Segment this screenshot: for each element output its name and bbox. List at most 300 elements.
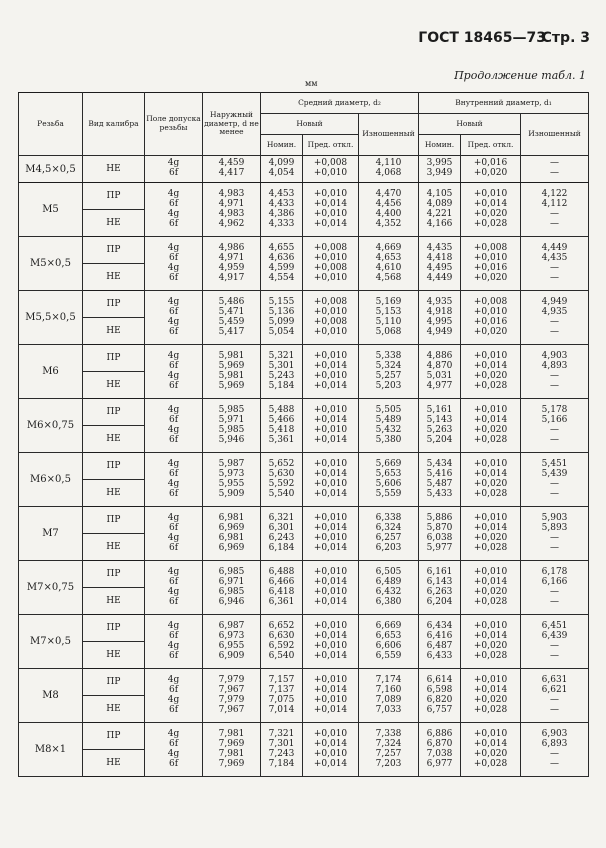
mean-limit-dev-value: +0,010 <box>313 620 348 631</box>
mean-worn-cell <box>359 507 419 561</box>
mean-nominal-cell <box>261 345 303 399</box>
mean-worn-value: 5,559 <box>375 488 402 499</box>
mean-worn-value: 6,338 <box>375 512 402 523</box>
inner-nominal-cell <box>419 453 461 507</box>
mean-limit-dev-value: +0,008 <box>313 158 348 168</box>
inner-limit-dev-value: +0,028 <box>473 218 508 229</box>
inner-limit-dev-cell <box>461 615 521 669</box>
mean-nominal-cell <box>261 237 303 291</box>
mean-worn-cell <box>359 345 419 399</box>
col-mean-worn: Изношенный <box>359 114 419 156</box>
col-inner-new: Новый <box>419 114 521 135</box>
inner-worn-cell <box>521 156 589 183</box>
gauge-type-cell: НЕ <box>83 534 145 561</box>
outer-diameter-value: 5,971 <box>218 414 245 425</box>
inner-limit-dev-value: +0,020 <box>473 208 508 219</box>
outer-diameter-cell <box>203 723 261 777</box>
tolerance-field-value: 6f <box>168 488 179 499</box>
table-row <box>19 399 589 426</box>
gauge-type-cell: НЕ <box>83 318 145 345</box>
inner-nominal-value: 5,263 <box>426 424 453 435</box>
inner-limit-dev-value: +0,010 <box>473 674 508 685</box>
inner-limit-dev-value: +0,020 <box>473 640 508 651</box>
mean-nominal-value: 7,014 <box>268 704 295 715</box>
tolerance-field-value: 4g <box>167 728 180 739</box>
outer-diameter-value: 7,969 <box>218 758 245 769</box>
tolerance-field-cell <box>145 291 203 345</box>
inner-nominal-value: 6,977 <box>426 758 453 769</box>
tolerance-field-cell <box>145 345 203 399</box>
inner-worn-value: — <box>550 758 560 769</box>
gauge-type-cell: ПР <box>83 723 145 750</box>
mean-worn-value: 6,669 <box>375 620 402 631</box>
inner-worn-cell <box>521 561 589 615</box>
tolerance-field-value: 6f <box>168 360 179 371</box>
inner-worn-value: — <box>550 380 560 391</box>
mean-worn-value: 7,174 <box>375 674 402 685</box>
outer-diameter-cell <box>203 453 261 507</box>
mean-limit-dev-value: +0,014 <box>313 758 348 769</box>
inner-nominal-value: 6,757 <box>426 704 453 715</box>
inner-limit-dev-value: +0,020 <box>473 272 508 283</box>
inner-limit-dev-value: +0,016 <box>473 158 508 168</box>
outer-diameter-value: 4,986 <box>218 242 245 253</box>
col-inner-limit-dev: Пред. откл. <box>461 135 521 156</box>
mean-limit-dev-cell <box>303 183 359 237</box>
tolerance-field-cell <box>145 237 203 291</box>
outer-diameter-value: 4,417 <box>218 168 245 178</box>
inner-nominal-value: 4,918 <box>426 306 453 317</box>
gauge-type-cell: ПР <box>83 291 145 318</box>
inner-worn-value: 5,439 <box>541 468 568 479</box>
tolerance-field-value: 4g <box>167 404 180 415</box>
gauge-type-cell: НЕ <box>83 750 145 777</box>
mean-worn-value: 6,324 <box>375 522 402 533</box>
inner-limit-dev-value: +0,028 <box>473 434 508 445</box>
mean-worn-value: 5,153 <box>375 306 402 317</box>
mean-nominal-value: 7,301 <box>268 738 295 749</box>
mean-worn-cell <box>359 561 419 615</box>
mean-worn-value: 6,606 <box>375 640 402 651</box>
tolerance-field-value: 6f <box>168 704 179 715</box>
inner-nominal-cell <box>419 156 461 183</box>
mean-limit-dev-value: +0,010 <box>313 478 348 489</box>
tolerance-field-value: 6f <box>168 306 179 317</box>
mean-worn-value: 5,653 <box>375 468 402 479</box>
inner-nominal-value: 5,204 <box>426 434 453 445</box>
outer-diameter-value: 4,971 <box>218 198 245 209</box>
inner-nominal-value: 4,435 <box>426 242 453 253</box>
inner-nominal-value: 4,886 <box>426 350 453 361</box>
inner-worn-value: 4,112 <box>541 198 568 209</box>
inner-worn-value: 6,166 <box>541 576 568 587</box>
mean-worn-value: 4,068 <box>375 168 402 178</box>
mean-nominal-value: 4,599 <box>268 262 295 273</box>
gauge-type-cell: НЕ <box>83 210 145 237</box>
mean-worn-value: 5,324 <box>375 360 402 371</box>
mean-limit-dev-value: +0,010 <box>313 188 348 199</box>
inner-nominal-value: 5,416 <box>426 468 453 479</box>
thread-cell: M5,5×0,5 <box>19 291 83 345</box>
inner-nominal-value: 5,487 <box>426 478 453 489</box>
mean-nominal-value: 4,099 <box>268 158 295 168</box>
inner-limit-dev-value: +0,020 <box>473 478 508 489</box>
inner-limit-dev-value: +0,028 <box>473 704 508 715</box>
tolerance-field-value: 6f <box>168 380 179 391</box>
tolerance-field-value: 4g <box>167 532 180 543</box>
tolerance-field-cell <box>145 453 203 507</box>
inner-limit-dev-value: +0,016 <box>473 316 508 327</box>
table-row <box>19 507 589 534</box>
tolerance-field-cell <box>145 156 203 183</box>
mean-nominal-cell <box>261 291 303 345</box>
inner-worn-value: — <box>550 316 560 327</box>
mean-limit-dev-value: +0,014 <box>313 738 348 749</box>
tolerance-field-value: 6f <box>168 630 179 641</box>
inner-nominal-value: 6,487 <box>426 640 453 651</box>
gauge-dimensions-table <box>18 92 589 777</box>
inner-worn-value: 4,449 <box>541 242 568 253</box>
outer-diameter-cell <box>203 156 261 183</box>
inner-limit-dev-value: +0,020 <box>473 326 508 337</box>
mean-limit-dev-value: +0,010 <box>313 586 348 597</box>
outer-diameter-value: 5,417 <box>218 326 245 337</box>
inner-worn-value: 6,903 <box>541 728 568 739</box>
inner-limit-dev-cell <box>461 453 521 507</box>
inner-limit-dev-cell <box>461 507 521 561</box>
inner-limit-dev-value: +0,020 <box>473 424 508 435</box>
inner-worn-value: 4,949 <box>541 296 568 307</box>
inner-limit-dev-value: +0,010 <box>473 252 508 263</box>
tolerance-field-value: 6f <box>168 684 179 695</box>
inner-worn-value: — <box>550 586 560 597</box>
inner-worn-value: 6,439 <box>541 630 568 641</box>
inner-worn-value: — <box>550 424 560 435</box>
outer-diameter-value: 5,946 <box>218 434 245 445</box>
inner-nominal-value: 4,870 <box>426 360 453 371</box>
thread-cell: M7×0,75 <box>19 561 83 615</box>
outer-diameter-value: 5,985 <box>218 404 245 415</box>
tolerance-field-value: 6f <box>168 326 179 337</box>
mean-nominal-value: 5,301 <box>268 360 295 371</box>
mean-limit-dev-value: +0,014 <box>313 576 348 587</box>
mean-worn-cell <box>359 723 419 777</box>
mean-worn-value: 4,456 <box>375 198 402 209</box>
mean-limit-dev-cell <box>303 291 359 345</box>
outer-diameter-value: 6,946 <box>218 596 245 607</box>
inner-limit-dev-value: +0,010 <box>473 350 508 361</box>
tolerance-field-value: 4g <box>167 512 180 523</box>
inner-worn-value: — <box>550 704 560 715</box>
tolerance-field-value: 6f <box>168 468 179 479</box>
gauge-type-cell: НЕ <box>83 696 145 723</box>
inner-limit-dev-value: +0,010 <box>473 728 508 739</box>
mean-worn-value: 5,432 <box>375 424 402 435</box>
mean-worn-cell <box>359 615 419 669</box>
mean-limit-dev-value: +0,010 <box>313 694 348 705</box>
inner-nominal-value: 6,416 <box>426 630 453 641</box>
mean-nominal-value: 5,099 <box>268 316 295 327</box>
inner-worn-value: 5,166 <box>541 414 568 425</box>
outer-diameter-value: 6,987 <box>218 620 245 631</box>
mean-worn-value: 6,489 <box>375 576 402 587</box>
inner-worn-value: — <box>550 542 560 553</box>
inner-nominal-value: 6,870 <box>426 738 453 749</box>
mean-worn-value: 6,257 <box>375 532 402 543</box>
tolerance-field-value: 4g <box>167 316 180 327</box>
inner-nominal-cell <box>419 669 461 723</box>
mean-nominal-value: 7,137 <box>268 684 295 695</box>
inner-nominal-value: 4,166 <box>426 218 453 229</box>
mean-worn-cell <box>359 669 419 723</box>
inner-limit-dev-value: +0,010 <box>473 404 508 415</box>
tolerance-field-value: 4g <box>167 458 180 469</box>
mean-worn-value: 5,380 <box>375 434 402 445</box>
outer-diameter-value: 7,981 <box>218 748 245 759</box>
thread-cell: M6×0,75 <box>19 399 83 453</box>
outer-diameter-value: 4,983 <box>218 208 245 219</box>
tolerance-field-value: 6f <box>168 434 179 445</box>
table-row <box>19 156 589 183</box>
inner-worn-value: 5,451 <box>541 458 568 469</box>
mean-worn-value: 5,338 <box>375 350 402 361</box>
mean-worn-cell <box>359 453 419 507</box>
inner-limit-dev-cell <box>461 156 521 183</box>
inner-worn-value: — <box>550 748 560 759</box>
table-row <box>19 615 589 642</box>
inner-worn-cell <box>521 453 589 507</box>
mean-limit-dev-value: +0,008 <box>313 316 348 327</box>
outer-diameter-value: 4,962 <box>218 218 245 229</box>
outer-diameter-value: 5,486 <box>218 296 245 307</box>
inner-nominal-value: 5,143 <box>426 414 453 425</box>
mean-limit-dev-value: +0,014 <box>313 414 348 425</box>
inner-nominal-cell <box>419 507 461 561</box>
inner-nominal-value: 6,598 <box>426 684 453 695</box>
inner-limit-dev-value: +0,010 <box>473 512 508 523</box>
inner-worn-cell <box>521 399 589 453</box>
inner-nominal-value: 6,204 <box>426 596 453 607</box>
thread-cell: M5 <box>19 183 83 237</box>
mean-nominal-value: 6,321 <box>268 512 295 523</box>
inner-worn-value: 6,631 <box>541 674 568 685</box>
inner-worn-value: 4,893 <box>541 360 568 371</box>
inner-nominal-value: 5,886 <box>426 512 453 523</box>
inner-limit-dev-value: +0,028 <box>473 380 508 391</box>
mean-worn-value: 5,489 <box>375 414 402 425</box>
col-inner-nominal: Номин. <box>419 135 461 156</box>
mean-nominal-value: 6,540 <box>268 650 295 661</box>
inner-worn-value: — <box>550 640 560 651</box>
mean-limit-dev-value: +0,014 <box>313 522 348 533</box>
mean-nominal-cell <box>261 183 303 237</box>
thread-cell: M7×0,5 <box>19 615 83 669</box>
inner-limit-dev-value: +0,020 <box>473 532 508 543</box>
tolerance-field-value: 4g <box>167 566 180 577</box>
tolerance-field-value: 4g <box>167 370 180 381</box>
mean-limit-dev-value: +0,010 <box>313 306 348 317</box>
mean-nominal-value: 4,386 <box>268 208 295 219</box>
mean-nominal-value: 5,652 <box>268 458 295 469</box>
mean-limit-dev-cell <box>303 345 359 399</box>
inner-nominal-value: 4,449 <box>426 272 453 283</box>
mean-nominal-value: 7,321 <box>268 728 295 739</box>
tolerance-field-value: 4g <box>167 188 180 199</box>
table-row <box>19 291 589 318</box>
inner-worn-value: 5,178 <box>541 404 568 415</box>
mean-limit-dev-cell <box>303 615 359 669</box>
outer-diameter-value: 5,459 <box>218 316 245 327</box>
mean-limit-dev-value: +0,008 <box>313 262 348 273</box>
outer-diameter-value: 4,983 <box>218 188 245 199</box>
inner-nominal-cell <box>419 345 461 399</box>
outer-diameter-cell <box>203 183 261 237</box>
mean-worn-value: 5,169 <box>375 296 402 307</box>
tolerance-field-value: 4g <box>167 424 180 435</box>
tolerance-field-value: 6f <box>168 576 179 587</box>
mean-limit-dev-value: +0,014 <box>313 704 348 715</box>
inner-limit-dev-cell <box>461 183 521 237</box>
tolerance-field-value: 6f <box>168 218 179 229</box>
mean-nominal-value: 5,184 <box>268 380 295 391</box>
inner-worn-value: 5,903 <box>541 512 568 523</box>
tolerance-field-value: 4g <box>167 586 180 597</box>
outer-diameter-value: 6,973 <box>218 630 245 641</box>
mean-nominal-cell <box>261 561 303 615</box>
outer-diameter-cell <box>203 399 261 453</box>
inner-limit-dev-value: +0,028 <box>473 596 508 607</box>
inner-nominal-cell <box>419 183 461 237</box>
mean-limit-dev-value: +0,010 <box>313 674 348 685</box>
mean-worn-value: 4,610 <box>375 262 402 273</box>
inner-limit-dev-value: +0,010 <box>473 566 508 577</box>
col-mean-new: Новый <box>261 114 359 135</box>
table-row <box>19 183 589 210</box>
inner-limit-dev-value: +0,028 <box>473 488 508 499</box>
mean-nominal-value: 5,630 <box>268 468 295 479</box>
inner-limit-dev-cell <box>461 561 521 615</box>
gauge-type-cell: НЕ <box>83 426 145 453</box>
mean-limit-dev-cell <box>303 237 359 291</box>
mean-worn-value: 5,068 <box>375 326 402 337</box>
mean-worn-value: 7,324 <box>375 738 402 749</box>
thread-cell: M5×0,5 <box>19 237 83 291</box>
outer-diameter-cell <box>203 561 261 615</box>
mean-nominal-value: 4,054 <box>268 168 295 178</box>
mean-nominal-value: 6,592 <box>268 640 295 651</box>
outer-diameter-value: 5,909 <box>218 488 245 499</box>
mean-worn-value: 4,110 <box>375 158 402 168</box>
mean-nominal-value: 5,466 <box>268 414 295 425</box>
mean-nominal-value: 5,361 <box>268 434 295 445</box>
inner-nominal-value: 6,433 <box>426 650 453 661</box>
inner-limit-dev-cell <box>461 291 521 345</box>
outer-diameter-value: 7,969 <box>218 738 245 749</box>
inner-nominal-value: 3,949 <box>426 168 453 178</box>
mean-nominal-value: 5,488 <box>268 404 295 415</box>
inner-worn-value: — <box>550 650 560 661</box>
inner-limit-dev-value: +0,028 <box>473 542 508 553</box>
tolerance-field-value: 6f <box>168 522 179 533</box>
outer-diameter-value: 7,981 <box>218 728 245 739</box>
mean-limit-dev-value: +0,010 <box>313 748 348 759</box>
outer-diameter-value: 4,959 <box>218 262 245 273</box>
mean-limit-dev-value: +0,014 <box>313 468 348 479</box>
inner-limit-dev-cell <box>461 723 521 777</box>
unit-label: мм <box>305 79 318 88</box>
inner-nominal-value: 6,434 <box>426 620 453 631</box>
inner-limit-dev-value: +0,014 <box>473 684 508 695</box>
inner-worn-value: 6,178 <box>541 566 568 577</box>
inner-limit-dev-value: +0,020 <box>473 694 508 705</box>
thread-cell: M4,5×0,5 <box>19 156 83 183</box>
inner-limit-dev-value: +0,020 <box>473 370 508 381</box>
inner-nominal-cell <box>419 237 461 291</box>
mean-nominal-cell <box>261 615 303 669</box>
mean-limit-dev-value: +0,014 <box>313 684 348 695</box>
inner-nominal-value: 6,820 <box>426 694 453 705</box>
inner-limit-dev-value: +0,010 <box>473 188 508 199</box>
inner-worn-value: — <box>550 596 560 607</box>
inner-nominal-cell <box>419 291 461 345</box>
inner-limit-dev-value: +0,010 <box>473 458 508 469</box>
inner-limit-dev-value: +0,014 <box>473 468 508 479</box>
mean-limit-dev-value: +0,014 <box>313 596 348 607</box>
col-mean-limit-dev: Пред. откл. <box>303 135 359 156</box>
inner-worn-value: 5,893 <box>541 522 568 533</box>
mean-nominal-value: 6,488 <box>268 566 295 577</box>
inner-worn-cell <box>521 723 589 777</box>
inner-nominal-value: 5,161 <box>426 404 453 415</box>
gauge-type-cell: НЕ <box>83 588 145 615</box>
tolerance-field-cell <box>145 183 203 237</box>
outer-diameter-value: 5,981 <box>218 350 245 361</box>
mean-nominal-value: 6,301 <box>268 522 295 533</box>
mean-limit-dev-value: +0,010 <box>313 424 348 435</box>
gauge-type-cell: ПР <box>83 615 145 642</box>
mean-worn-value: 5,257 <box>375 370 402 381</box>
inner-limit-dev-value: +0,010 <box>473 306 508 317</box>
mean-limit-dev-cell <box>303 669 359 723</box>
tolerance-field-value: 4g <box>167 208 180 219</box>
mean-worn-value: 6,559 <box>375 650 402 661</box>
tolerance-field-value: 4g <box>167 640 180 651</box>
outer-diameter-value: 5,969 <box>218 380 245 391</box>
outer-diameter-cell <box>203 615 261 669</box>
outer-diameter-value: 6,969 <box>218 542 245 553</box>
tolerance-field-value: 6f <box>168 738 179 749</box>
tolerance-field-value: 6f <box>168 414 179 425</box>
inner-nominal-value: 5,031 <box>426 370 453 381</box>
mean-nominal-value: 5,418 <box>268 424 295 435</box>
tolerance-field-value: 4g <box>167 694 180 705</box>
tolerance-field-value: 6f <box>168 542 179 553</box>
outer-diameter-value: 7,967 <box>218 704 245 715</box>
mean-limit-dev-value: +0,010 <box>313 252 348 263</box>
mean-worn-value: 4,352 <box>375 218 402 229</box>
inner-worn-value: — <box>550 326 560 337</box>
thread-cell: M6 <box>19 345 83 399</box>
mean-limit-dev-value: +0,010 <box>313 370 348 381</box>
mean-limit-dev-cell <box>303 399 359 453</box>
mean-nominal-value: 5,054 <box>268 326 295 337</box>
tolerance-field-cell <box>145 561 203 615</box>
inner-nominal-value: 4,105 <box>426 188 453 199</box>
inner-limit-dev-value: +0,008 <box>473 242 508 253</box>
mean-nominal-value: 4,636 <box>268 252 295 263</box>
inner-worn-value: — <box>550 370 560 381</box>
tolerance-field-cell <box>145 399 203 453</box>
